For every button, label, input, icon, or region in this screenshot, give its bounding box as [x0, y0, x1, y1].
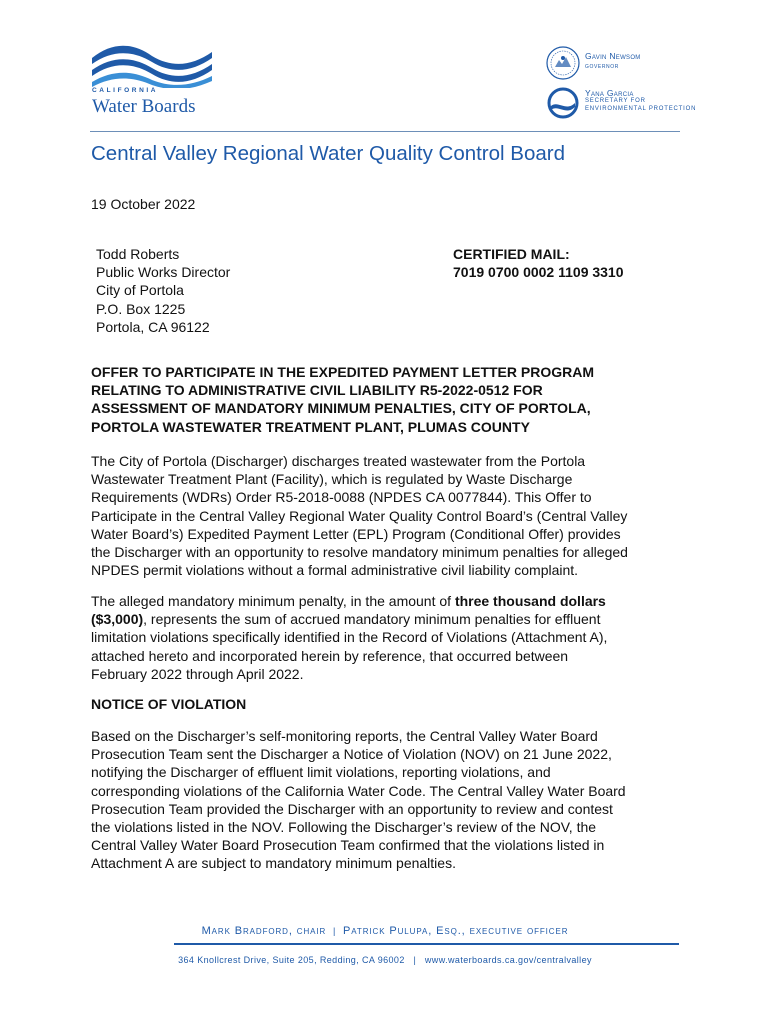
footer-chair: Mark Bradford, chair — [201, 925, 327, 937]
paragraph-line: Prosecution Team provided the Discharger with an opportunity to review and contest — [91, 800, 613, 817]
footer-website-link[interactable]: www.waterboards.ca.gov/centralvalley — [424, 955, 592, 965]
footer-separator: | — [332, 926, 337, 936]
paragraph-line: notifying the Discharger of effluent limit violations, reporting violations, and — [91, 764, 551, 781]
penalty-amount-figure: ($3,000) — [91, 611, 144, 628]
paragraph-penalty — [91, 592, 607, 683]
letter-date: 19 October 2022 — [91, 196, 196, 212]
recipient-line: City of Portola — [96, 282, 184, 299]
certified-mail-block — [453, 245, 624, 281]
paragraph-line: Central Valley Water Board Prosecution Team confirmed that the violations listed in — [91, 837, 605, 854]
paragraph-line: The City of Portola (Discharger) discharges treated wastewater from the Portola — [91, 453, 586, 469]
subject-line: PORTOLA WASTEWATER TREATMENT PLANT, PLUMAS COUNTY — [91, 418, 530, 435]
secretary-title-line2: ENVIRONMENTAL PROTECTION — [585, 106, 697, 112]
recipient-line: P.O. Box 1225 — [96, 300, 186, 317]
paragraph-line: NPDES permit violations without a formal administrative civil liability complaint. — [91, 562, 579, 579]
state-seal-icon — [546, 46, 580, 80]
governor-name: Gavin Newsom — [585, 51, 641, 61]
header-divider — [90, 131, 680, 132]
paragraph-notice — [91, 727, 626, 873]
recipient-line: Todd Roberts — [96, 246, 180, 262]
paragraph-line: the violations listed in the NOV. Following the Discharger’s review of the NOV, the — [91, 819, 597, 836]
footer-officer: Patrick Pulupa, Esq., executive officer — [343, 925, 569, 937]
paragraph-intro — [91, 452, 628, 579]
secretary-name: Yana Garcia — [585, 88, 634, 98]
recipient-address — [96, 245, 230, 336]
paragraph-line — [91, 592, 607, 610]
paragraph-line: attached hereto and incorporated herein by reference, that occurred between — [91, 647, 569, 664]
paragraph-line: the Discharger with an opportunity to resolve mandatory minimum penalties for alleged — [91, 544, 628, 561]
footer-officials — [0, 925, 770, 937]
subject-heading — [91, 363, 594, 436]
recipient-line: Public Works Director — [96, 264, 231, 281]
footer-address: 364 Knollcrest Drive, Suite 205, Redding, CA 96002 — [178, 955, 405, 965]
wave-logo-icon — [90, 44, 215, 88]
penalty-amount-words: three thousand dollars — [454, 593, 606, 609]
paragraph-line: Prosecution Team sent the Discharger a Notice of Violation (NOV) on 21 June 2022, — [91, 746, 612, 763]
logo-wordmark: Water Boards — [92, 96, 196, 117]
paragraph-line: Wastewater Treatment Plant (Facility), which is regulated by Waste Discharge — [91, 471, 573, 488]
subject-line: OFFER TO PARTICIPATE IN THE EXPEDITED PAYMENT LETTER PROGRAM — [91, 364, 594, 380]
penalty-text: , represents the sum of accrued mandatory minimum penalties for effluent — [143, 611, 601, 628]
footer-divider — [174, 943, 679, 945]
notice-heading: NOTICE OF VIOLATION — [91, 696, 247, 712]
governor-title: GOVERNOR — [585, 64, 619, 70]
subject-line: RELATING TO ADMINISTRATIVE CIVIL LIABILITY R5-2022-0512 FOR — [91, 382, 543, 399]
paragraph-line: Based on the Discharger’s self-monitoring reports, the Central Valley Water Board — [91, 728, 598, 744]
paragraph-line: February 2022 through April 2022. — [91, 665, 304, 682]
secretary-title-line1: SECRETARY FOR — [585, 98, 646, 104]
board-title: Central Valley Regional Water Quality Control Board — [91, 142, 565, 165]
subject-line: ASSESSMENT OF MANDATORY MINIMUM PENALTIES, CITY OF PORTOLA, — [91, 400, 591, 417]
certified-mail-number: 7019 0700 0002 1109 3310 — [453, 264, 624, 281]
footer-separator: | — [413, 955, 417, 965]
paragraph-line: corresponding violations of the California Water Code. The Central Valley Water Board — [91, 782, 626, 799]
penalty-text: The alleged mandatory minimum penalty, in the amount of — [91, 593, 455, 609]
paragraph-line: Participate in the Central Valley Regional Water Quality Control Board’s (Central Valley — [91, 507, 628, 524]
recipient-line: Portola, CA 96122 — [96, 318, 210, 335]
paragraph-line: Attachment A are subject to mandatory minimum penalties. — [91, 855, 456, 872]
paragraph-line — [91, 610, 607, 628]
paragraph-line: Water Board’s) Expedited Payment Letter (EPL) Program (Conditional Offer) provides — [91, 525, 621, 542]
calepa-logo-icon — [546, 86, 580, 120]
logo-state-text: CALIFORNIA — [92, 87, 159, 94]
certified-mail-label: CERTIFIED MAIL: — [453, 246, 570, 262]
footer-contact — [0, 955, 770, 965]
paragraph-line: limitation violations specifically identified in the Record of Violations (Attachment A), — [91, 629, 608, 646]
paragraph-line: Requirements (WDRs) Order R5-2018-0088 (NPDES CA 0077844). This Offer to — [91, 489, 592, 506]
